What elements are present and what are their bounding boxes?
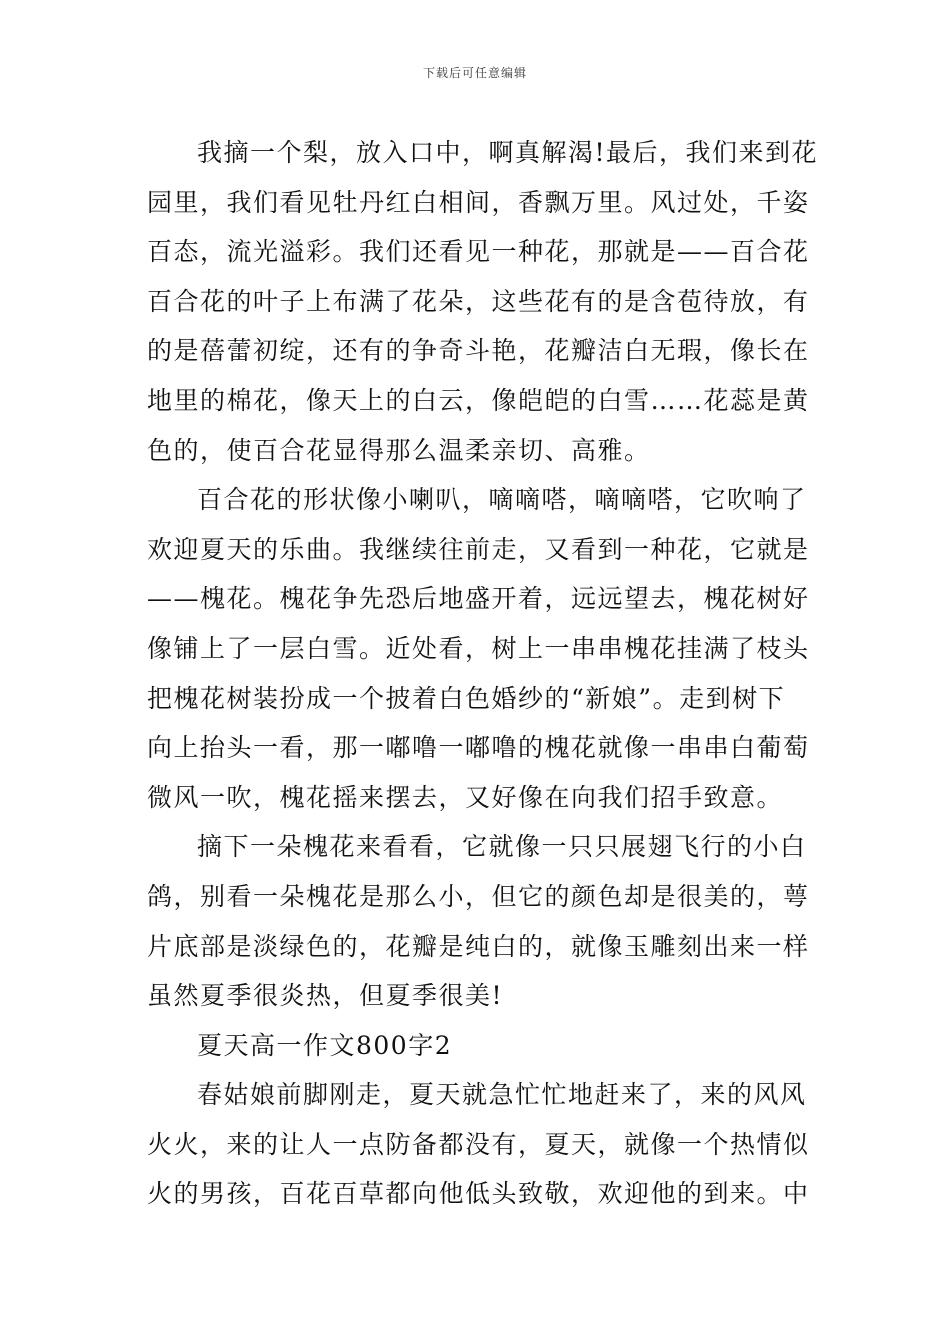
text-line: 我摘一个梨，放入口中，啊真解渴!最后，我们来到花 — [197, 138, 819, 167]
text-line: 夏天高一作文800字2 — [197, 1030, 453, 1060]
text-line: 园里，我们看见牡丹红白相间，香飘万里。风过处，千姿 — [147, 187, 810, 217]
text-line: 向上抬头一看，那一嘟噜一嘟噜的槐花就像一串串白葡萄 — [147, 733, 810, 763]
text-line: 火火，来的让人一点防备都没有，夏天，就像一个热情似 — [147, 1129, 810, 1159]
text-line: 鸽，别看一朵槐花是那么小，但它的颜色却是很美的，萼 — [147, 881, 810, 911]
text-line: 像铺上了一层白雪。近处看，树上一串串槐花挂满了枝头 — [147, 633, 810, 663]
text-line: 把槐花树装扮成一个披着白色婚纱的“新娘”。走到树下 — [147, 683, 786, 713]
text-line: 火的男孩，百花百草都向他低头致敬，欢迎他的到来。中 — [147, 1179, 810, 1209]
text-line: 春姑娘前脚刚走，夏天就急忙忙地赶来了，来的风风 — [197, 1080, 807, 1110]
text-line: 百合花的形状像小喇叭，嘀嘀嗒，嘀嘀嗒，它吹响了 — [197, 485, 807, 515]
text-line: 百态，流光溢彩。我们还看见一种花，那就是——百合花 — [147, 237, 810, 267]
text-line: 微风一吹，槐花摇来摆去，又好像在向我们招手致意。 — [147, 782, 784, 812]
text-line: 虽然夏季很炎热，但夏季很美! — [147, 981, 504, 1011]
text-line: 的是蓓蕾初绽，还有的争奇斗艳，花瓣洁白无瑕，像长在 — [147, 336, 810, 366]
text-line: 摘下一朵槐花来看看，它就像一只只展翅飞行的小白 — [197, 832, 807, 862]
text-line: ——槐花。槐花争先恐后地盛开着，远远望去，槐花树好 — [147, 584, 810, 614]
text-line: 片底部是淡绿色的，花瓣是纯白的，就像玉雕刻出来一样 — [147, 931, 810, 961]
text-line: 百合花的叶子上布满了花朵，这些花有的是含苞待放，有 — [147, 286, 810, 316]
document-body — [147, 128, 819, 1219]
page-header-note: 下载后可任意编辑 — [422, 66, 527, 80]
text-line: 色的，使百合花显得那么温柔亲切、高雅。 — [147, 435, 651, 465]
text-line: 地里的棉花，像天上的白云，像皑皑的白雪……花蕊是黄 — [147, 385, 810, 415]
text-line: 欢迎夏天的乐曲。我继续往前走，又看到一种花，它就是 — [147, 534, 810, 564]
